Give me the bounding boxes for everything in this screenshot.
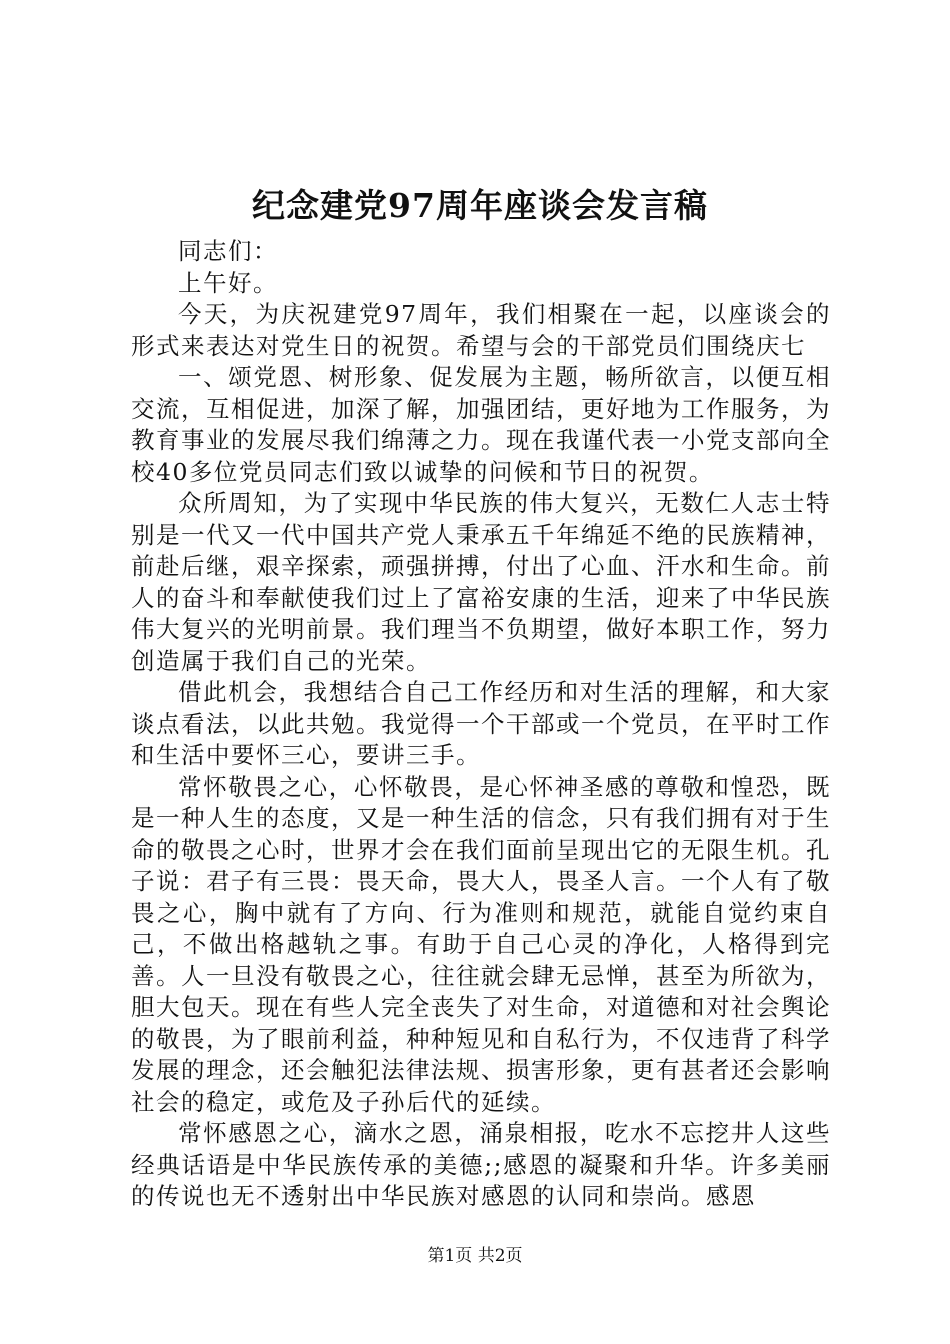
document-title: 纪念建党97周年座谈会发言稿: [252, 186, 708, 225]
paragraph: 一、颂党恩、树形象、促发展为主题，畅所欲言，以便互相交流，互相促进，加深了解，加强团结，更好地为工作服务，为教育事业的发展尽我们绵薄之力。现在我谨代表一小党支部向全校40多位党员同志们致以诚挚的问候和节日的祝贺。: [131, 363, 831, 486]
paragraph: 借此机会，我想结合自己工作经历和对生活的理解，和大家谈点看法，以此共勉。我觉得一个干部或一个党员，在平时工作和生活中要怀三心，要讲三手。: [131, 678, 831, 769]
paragraph: 同志们：: [178, 237, 278, 265]
page-footer: 第1页 共2页: [427, 1246, 523, 1266]
paragraph: 今天，为庆祝建党97周年，我们相聚在一起，以座谈会的形式来表达对党生日的祝贺。希望与会的干部党员们围绕庆七: [131, 300, 831, 360]
paragraph: 常怀感恩之心，滴水之恩，涌泉相报，吃水不忘挖井人这些经典话语是中华民族传承的美德;;感恩的凝聚和升华。许多美丽的传说也无不透射出中华民族对感恩的认同和崇尚。感恩: [131, 1119, 831, 1210]
document-body: [131, 236, 831, 1213]
paragraph: 上午好。: [178, 268, 278, 297]
paragraph: 常怀敬畏之心，心怀敬畏，是心怀神圣感的尊敬和惶恐，既是一种人生的态度，又是一种生活的信念，只有我们拥有对于生命的敬畏之心时，世界才会在我们面前呈现出它的无限生机。孔子说：君子有三畏：畏天命，畏大人，畏圣人言。一个人有了敬畏之心，胸中就有了方向、行为准则和规范，就能自觉约束自己，不做出格越轨之事。有助于自己心灵的净化，人格得到完善。人一旦没有敬畏之心，往往就会肆无忌惮，甚至为所欲为，胆大包天。现在有些人完全丧失了对生命，对道德和对社会舆论的敬畏，为了眼前利益，种种短见和自私行为，不仅违背了科学发展的理念，还会触犯法律法规、损害形象，更有甚者还会影响社会的稳定，或危及子孙后代的延续。: [131, 772, 831, 1116]
paragraph: 众所周知，为了实现中华民族的伟大复兴，无数仁人志士特别是一代又一代中国共产党人秉承五千年绵延不绝的民族精神，前赴后继，艰辛探索，顽强拼搏，付出了心血、汗水和生命。前人的奋斗和奉献使我们过上了富裕安康的生活，迎来了中华民族伟大复兴的光明前景。我们理当不负期望，做好本职工作，努力创造属于我们自己的光荣。: [131, 489, 831, 675]
